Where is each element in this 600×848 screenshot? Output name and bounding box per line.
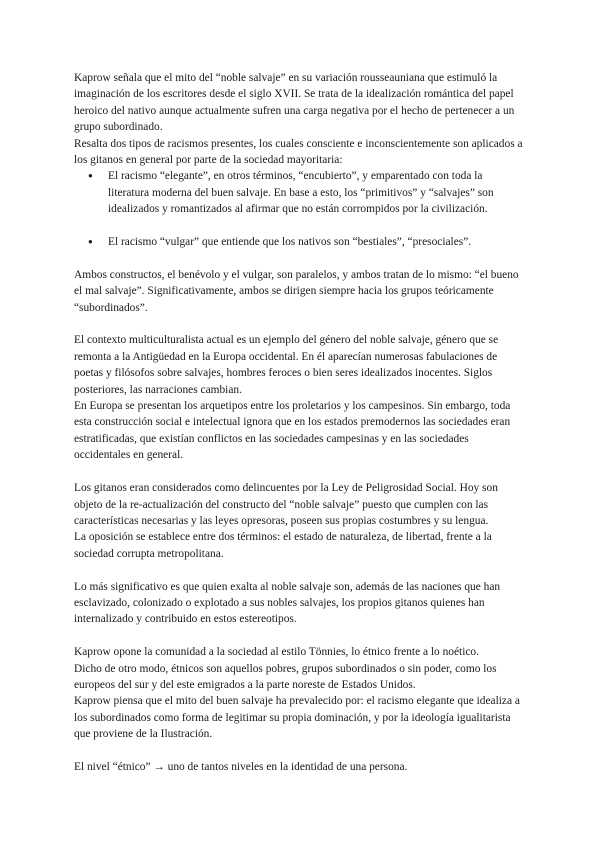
paragraph-level: El nivel “étnico” → uno de tantos niveles en la identidad de una persona. [74, 760, 408, 773]
list-item: ● El racismo “vulgar” que entiende que los nativos son “bestiales”, “presociales”. [108, 234, 526, 250]
racism-list [74, 168, 526, 250]
paragraph-significant: Lo más significativo es que quien exalta al noble salvaje son, además de las naciones que han esclavizado, colonizado o explotado a sus nobles salvajes, los propios gitanos quienes han internalizado y contribuido en estos estereotipos. [74, 580, 501, 626]
paragraph-constructs: Ambos constructos, el benévolo y el vulgar, son paralelos, y ambos tratan de lo mismo: “el bueno el mal salvaje”. Significativamente, ambos se dirigen siempre hacia los grupos teóricamente “subordinados”. [74, 268, 519, 314]
paragraph-etnicos: Dicho de otro modo, étnicos son aquellos pobres, grupos subordinados o sin poder, como los europeos del sur y del este emigrados a la parte noreste de Estados Unidos. [74, 662, 497, 691]
paragraph-europe: En Europa se presentan los arquetipos entre los proletarios y los campesinos. Sin embargo, toda esta construcción social e intelectual ignora que en los estados premodernos las sociedades eran estratificadas, que existían conflictos en las sociedades campesinas y en las sociedades occidentales en general. [74, 400, 511, 462]
paragraph-tonnies: Kaprow opone la comunidad a la sociedad al estilo Tönnies, lo étnico frente a lo noético. [74, 646, 479, 659]
paragraph-racism-types: Resalta dos tipos de racismos presentes, los cuales consciente e inconscientemente son aplicados a los gitanos en general por parte de la sociedad mayoritaria: [74, 137, 523, 167]
paragraph-context: El contexto multiculturalista actual es un ejemplo del género del noble salvaje, género que se remonta a la Antigüedad en la Europa occidental. En él aparecían numerosas fabulaciones de poetas y filósofos sobre salvajes, hombres feroces o bien seres idealizados inocentes. Siglos posteriores, las narraciones cambian. [74, 334, 499, 396]
list-spacer [108, 218, 526, 234]
paragraph-intro: Kaprow señala que el mito del “noble salvaje” en su variación rousseauniana que estimuló la imaginación de los escritores desde el siglo XVII. Se trata de la idealización romántica del papel heroico del nativo aunque actualmente sufren una carga negativa por el hecho de pertenecer a un grupo subordinado. [74, 72, 515, 134]
paragraph-gitanos: Los gitanos eran considerados como delincuentes por la Ley de Peligrosidad Social. Hoy son objeto de la re-actualización del constructo del “noble salvaje” puesto que cumplen con las características necesarias y las leyes opresoras, poseen sus propias costumbres y su lengua. [74, 482, 498, 527]
paragraph-myth: Kaprow piensa que el mito del buen salvaje ha prevalecido por: el racismo elegante que idealiza a los subordinados como forma de legitimar su propia dominación, y por la ideología igualitarista que proviene de la Ilustración. [74, 695, 520, 741]
paragraph-opposition: La oposición se establece entre dos términos: el estado de naturaleza, de libertad, frente a la sociedad corrupta metropolitana. [74, 531, 492, 560]
list-item: ● El racismo “elegante”, en otros términos, “encubierto”, y emparentado con toda la literatura moderna del buen salvaje. En base a esto, los “primitivos” y “salvajes” son idealizados y romantizados al afirmar que no están corrompidos por la civilización. [108, 168, 526, 217]
